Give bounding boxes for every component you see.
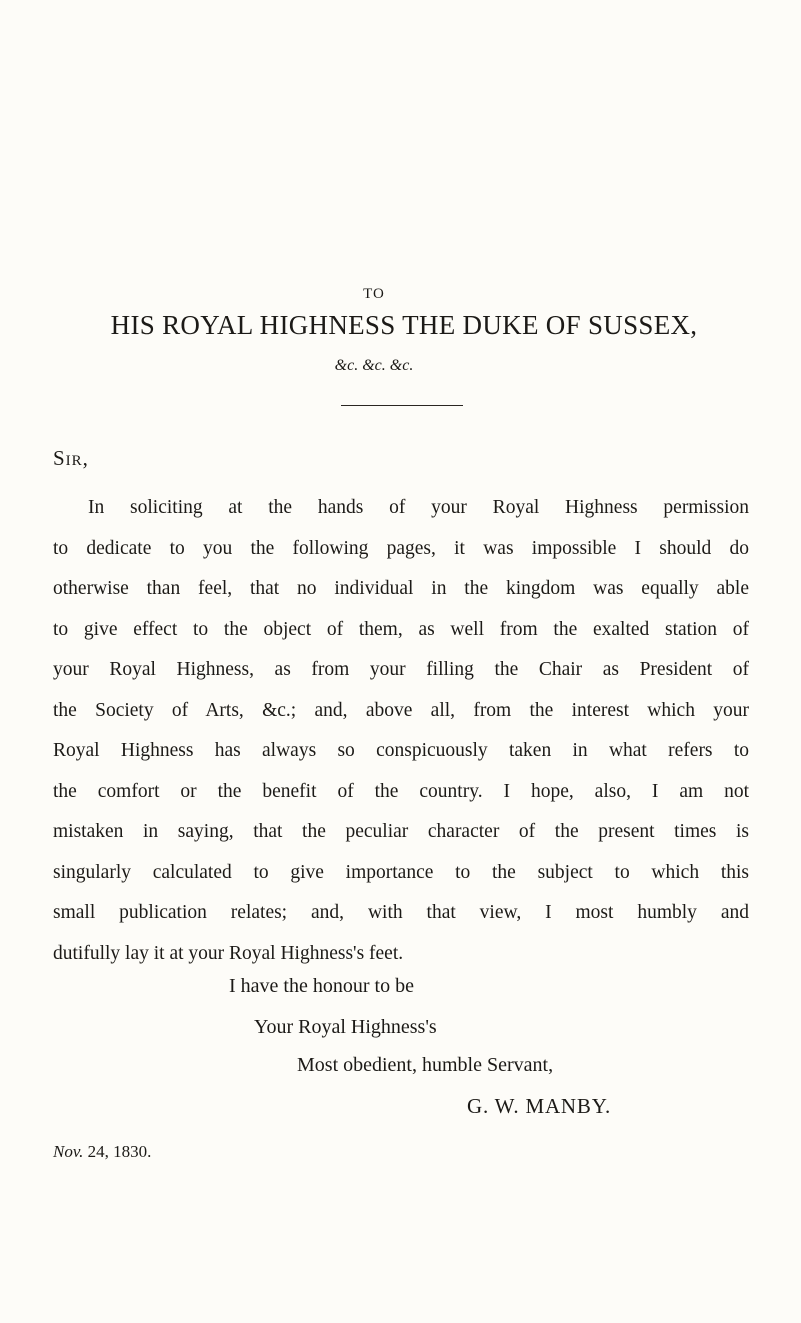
body-line: In soliciting at the hands of your Royal Highness permission <box>88 497 749 518</box>
body-line: small publication relates; and, with that view, I most humbly and <box>53 902 749 923</box>
heading-to: TO <box>363 286 385 302</box>
body-line: the comfort or the benefit of the country. I hope, also, I am not <box>53 780 749 802</box>
salutation: Sir, <box>53 446 89 470</box>
body-line: your Royal Highness, as from your filling the Chair as President of <box>53 659 749 680</box>
body-line: singularly calculated to give importance to the subject to which this <box>53 861 749 883</box>
body-line: mistaken in saying, that the peculiar character of the present times is <box>53 821 749 842</box>
body-line: the Society of Arts, &c.; and, above all, from the interest which your <box>53 699 749 721</box>
date-rest: 24, 1830. <box>87 1142 152 1161</box>
letter-date <box>53 1142 151 1162</box>
body-line: to dedicate to you the following pages, it was impossible I should do <box>53 537 749 559</box>
body-line: otherwise than feel, that no individual in the kingdom was equally able <box>53 578 749 599</box>
dedication-title: HIS ROYAL HIGHNESS THE DUKE OF SUSSEX, <box>110 310 698 340</box>
closing-honour: I have the honour to be <box>229 975 414 997</box>
closing-servant: Most obedient, humble Servant, <box>297 1054 554 1076</box>
body-line: Royal Highness has always so conspicuously taken in what refers to <box>53 740 749 761</box>
closing-address: Your Royal Highness's <box>254 1016 437 1038</box>
letter-body <box>53 488 749 974</box>
body-line: dutifully lay it at your Royal Highness's feet. <box>53 942 404 964</box>
signature: G. W. MANBY. <box>467 1094 611 1118</box>
date-month: Nov. <box>53 1142 84 1161</box>
divider-rule <box>341 405 463 406</box>
heading-etc: &c. &c. &c. <box>334 357 414 374</box>
body-line: to give effect to the object of them, as well from the exalted station of <box>53 618 749 640</box>
